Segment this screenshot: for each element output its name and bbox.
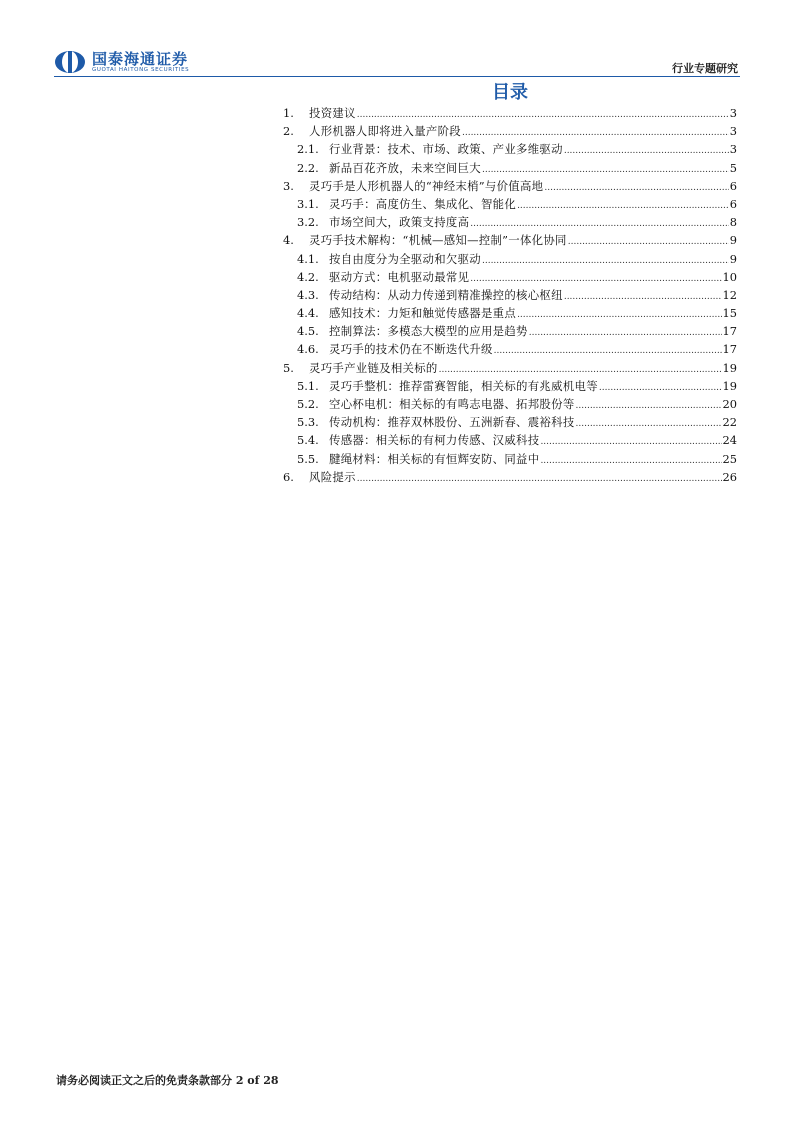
toc-entry[interactable] xyxy=(283,322,737,340)
toc-entry[interactable] xyxy=(283,250,737,268)
toc-entry-page: 19 xyxy=(722,360,737,375)
toc-entry-page: 25 xyxy=(722,451,737,466)
toc-entry-label: 传感器：相关标的有柯力传感、汉威科技 xyxy=(329,433,540,448)
toc-entry-page: 6 xyxy=(729,178,737,193)
toc-entry-page: 19 xyxy=(722,378,737,393)
toc-entry-label: 控制算法：多模态大模型的应用是趋势 xyxy=(329,324,528,339)
toc-entry-label: 传动结构：从动力传递到精准操控的核心枢纽 xyxy=(329,287,563,302)
toc-entry-label: 腱绳材料：相关标的有恒辉安防、同益中 xyxy=(329,451,540,466)
toc-leader-dots xyxy=(494,342,722,360)
toc-leader-dots xyxy=(576,415,722,433)
toc-entry-label: 灵巧手的技术仍在不断迭代升级 xyxy=(329,342,493,357)
toc-entry-page: 9 xyxy=(729,251,737,266)
toc-entry-label: 市场空间大，政策支持度高 xyxy=(329,215,470,230)
logo-text-cn: 国泰海通证券 xyxy=(92,49,189,68)
toc-entry-label: 投资建议 xyxy=(309,106,356,120)
toc-entry-label: 空心杯电机：相关标的有鸣志电器、拓邦股份等 xyxy=(329,397,575,411)
toc-leader-dots xyxy=(482,252,729,270)
page-footer: 请务必阅读正文之后的免责条款部分 2 of 28 xyxy=(56,1074,279,1087)
company-logo xyxy=(54,50,189,74)
toc-leader-dots xyxy=(564,142,729,160)
toc-entry-page: 3 xyxy=(729,124,737,139)
toc-entry-number: 5.4. xyxy=(297,433,319,448)
toc-entry[interactable] xyxy=(283,268,737,286)
table-of-contents xyxy=(283,104,737,486)
toc-leader-dots xyxy=(568,233,729,251)
toc-entry-page: 17 xyxy=(722,324,737,339)
toc-entry[interactable] xyxy=(283,450,737,468)
toc-entry[interactable] xyxy=(283,395,737,413)
toc-entry-number: 4.1. xyxy=(297,251,319,266)
logo-icon xyxy=(54,50,86,74)
toc-entry-label: 新品百花齐放，未来空间巨大 xyxy=(329,160,481,175)
toc-entry-page: 3 xyxy=(729,106,737,120)
toc-entry-label: 灵巧手：高度仿生、集成化、智能化 xyxy=(329,196,517,211)
toc-entry-number: 5.5. xyxy=(297,451,319,466)
toc-entry[interactable] xyxy=(283,286,737,304)
toc-entry[interactable] xyxy=(283,340,737,358)
toc-entry[interactable] xyxy=(283,104,737,122)
toc-leader-dots xyxy=(540,433,721,451)
toc-entry-label: 灵巧手技术解构：“机械—感知—控制”一体化协同 xyxy=(309,233,567,248)
toc-entry[interactable] xyxy=(283,177,737,195)
toc-entry-page: 10 xyxy=(722,269,737,284)
toc-entry-label: 风险提示 xyxy=(309,469,356,484)
toc-entry-number: 2.2. xyxy=(297,160,319,175)
toc-entry-number: 2.1. xyxy=(297,142,319,157)
toc-entry-number: 4.2. xyxy=(297,269,319,284)
toc-entry-number: 3.1. xyxy=(297,196,319,211)
toc-entry[interactable] xyxy=(283,231,737,249)
toc-entry-number: 4.5. xyxy=(297,324,319,339)
toc-entry-page: 22 xyxy=(722,415,737,430)
toc-entry-label: 传动机构：推荐双林股份、五洲新春、震裕科技 xyxy=(329,415,575,430)
toc-leader-dots xyxy=(529,324,722,342)
toc-entry-number: 3.2. xyxy=(297,215,319,230)
toc-entry-number: 5. xyxy=(283,360,294,375)
toc-entry-number: 6. xyxy=(283,469,294,484)
toc-leader-dots xyxy=(357,470,722,488)
toc-entry[interactable] xyxy=(283,468,737,486)
toc-entry-number: 3. xyxy=(283,178,294,193)
toc-entry[interactable] xyxy=(283,304,737,322)
toc-entry-number: 5.2. xyxy=(297,397,319,411)
toc-entry-label: 驱动方式：电机驱动最常见 xyxy=(329,269,470,284)
header-divider xyxy=(54,76,740,77)
page-header xyxy=(54,46,740,76)
toc-entry-page: 17 xyxy=(722,342,737,357)
toc-leader-dots xyxy=(576,397,722,415)
toc-entry-page: 9 xyxy=(729,233,737,248)
toc-entry-label: 灵巧手是人形机器人的“神经末梢”与价值高地 xyxy=(309,178,544,193)
toc-entry-label: 灵巧手整机：推荐雷赛智能，相关标的有兆威机电等 xyxy=(329,378,598,393)
toc-entry-number: 4.6. xyxy=(297,342,319,357)
toc-entry-page: 12 xyxy=(722,287,737,302)
toc-leader-dots xyxy=(517,197,729,215)
toc-entry-label: 感知技术：力矩和触觉传感器是重点 xyxy=(329,306,517,321)
toc-entry-label: 灵巧手产业链及相关标的 xyxy=(309,360,438,375)
toc-leader-dots xyxy=(599,379,722,397)
toc-entry[interactable] xyxy=(283,159,737,177)
logo-text-en: GUOTAI HAITONG SECURITIES xyxy=(92,66,190,73)
toc-entry-page: 8 xyxy=(729,215,737,230)
toc-entry-number: 1. xyxy=(283,106,294,120)
toc-entry[interactable] xyxy=(283,213,737,231)
toc-entry-page: 6 xyxy=(729,196,737,211)
toc-entry-number: 4. xyxy=(283,233,294,248)
toc-entry[interactable] xyxy=(283,140,737,158)
toc-leader-dots xyxy=(544,179,728,197)
toc-leader-dots xyxy=(540,452,721,470)
toc-entry[interactable] xyxy=(283,413,737,431)
toc-entry[interactable] xyxy=(283,377,737,395)
toc-entry-page: 26 xyxy=(722,469,737,484)
toc-entry-label: 行业背景：技术、市场、政策、产业多维驱动 xyxy=(329,142,563,157)
toc-leader-dots xyxy=(517,306,721,324)
toc-entry-page: 20 xyxy=(722,397,737,411)
toc-entry-label: 人形机器人即将进入量产阶段 xyxy=(309,124,461,139)
toc-entry-number: 5.3. xyxy=(297,415,319,430)
toc-title: 目录 xyxy=(492,82,528,103)
toc-entry-label: 按自由度分为全驱动和欠驱动 xyxy=(329,251,481,266)
toc-entry-number: 5.1. xyxy=(297,378,319,393)
toc-entry-page: 15 xyxy=(722,306,737,321)
toc-entry-number: 4.3. xyxy=(297,287,319,302)
toc-entry-page: 24 xyxy=(722,433,737,448)
toc-leader-dots xyxy=(564,288,722,306)
toc-entry-number: 4.4. xyxy=(297,306,319,321)
toc-entry-page: 5 xyxy=(729,160,737,175)
toc-entry[interactable] xyxy=(283,122,737,140)
toc-entry-number: 2. xyxy=(283,124,294,139)
report-type-label: 行业专题研究 xyxy=(672,62,738,75)
toc-entry[interactable] xyxy=(283,195,737,213)
toc-entry[interactable] xyxy=(283,359,737,377)
toc-entry[interactable] xyxy=(283,431,737,449)
toc-entry-page: 3 xyxy=(729,142,737,157)
